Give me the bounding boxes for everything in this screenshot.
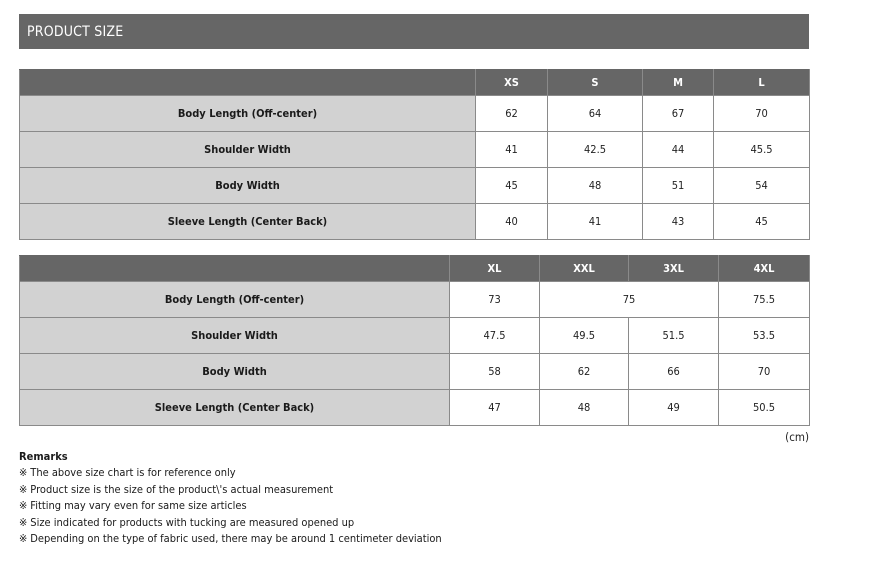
row-label-body-length: Body Length (Off-center) (20, 282, 450, 318)
table-cell: 70 (719, 354, 810, 390)
remark-text: Depending on the type of fabric used, there may be around 1 centimeter deviation (30, 532, 442, 546)
reference-mark-icon: ※ (19, 515, 28, 529)
table-row (20, 318, 810, 354)
table-cell: 41 (548, 204, 643, 240)
remark-text: Product size is the size of the product\'s actual measurement (30, 482, 334, 496)
table-cell: 75.5 (719, 282, 810, 318)
table-cell: 49 (629, 390, 719, 426)
size-table-xl-4xl (19, 255, 810, 426)
remark-item (19, 515, 442, 532)
table-cell: 64 (548, 96, 643, 132)
table-cell: 62 (540, 354, 629, 390)
table-row (20, 96, 810, 132)
size-header-3xl: 3XL (629, 256, 719, 282)
table-row (20, 390, 810, 426)
table-cell: 47.5 (450, 318, 540, 354)
table-cell: 67 (643, 96, 714, 132)
unit-label: (cm) (785, 430, 809, 444)
table-cell: 40 (476, 204, 548, 240)
row-label-shoulder-width: Shoulder Width (20, 318, 450, 354)
remark-item (19, 482, 442, 499)
row-label-sleeve-length: Sleeve Length (Center Back) (20, 204, 476, 240)
header-corner-cell (20, 256, 450, 282)
size-header-xxl: XXL (540, 256, 629, 282)
table-cell: 42.5 (548, 132, 643, 168)
table-cell: 51.5 (629, 318, 719, 354)
remark-item (19, 531, 442, 548)
reference-mark-icon: ※ (19, 532, 28, 546)
table-cell: 49.5 (540, 318, 629, 354)
table-cell: 54 (714, 168, 810, 204)
table-cell: 47 (450, 390, 540, 426)
size-header-xs: XS (476, 70, 548, 96)
table-row (20, 168, 810, 204)
reference-mark-icon: ※ (19, 499, 28, 513)
table-cell: 48 (548, 168, 643, 204)
table-cell: 48 (540, 390, 629, 426)
table-row (20, 354, 810, 390)
size-header-xl: XL (450, 256, 540, 282)
table-row (20, 282, 810, 318)
row-label-body-width: Body Width (20, 168, 476, 204)
remarks-heading: Remarks (19, 450, 68, 463)
table-cell: 73 (450, 282, 540, 318)
size-header-row (20, 70, 810, 96)
remarks-section (19, 448, 442, 548)
table-cell: 45.5 (714, 132, 810, 168)
size-header-row (20, 256, 810, 282)
row-label-body-width: Body Width (20, 354, 450, 390)
remark-item (19, 465, 442, 482)
table-cell: 50.5 (719, 390, 810, 426)
row-label-body-length: Body Length (Off-center) (20, 96, 476, 132)
table-cell-merged: 75 (540, 282, 719, 318)
reference-mark-icon: ※ (19, 482, 28, 496)
table-cell: 45 (476, 168, 548, 204)
remark-item (19, 498, 442, 515)
remark-text: Fitting may vary even for same size articles (30, 499, 247, 513)
size-table-xs-l (19, 69, 810, 240)
table-cell: 53.5 (719, 318, 810, 354)
table-cell: 45 (714, 204, 810, 240)
table-cell: 43 (643, 204, 714, 240)
table-cell: 62 (476, 96, 548, 132)
size-header-4xl: 4XL (719, 256, 810, 282)
header-corner-cell (20, 70, 476, 96)
size-header-s: S (548, 70, 643, 96)
reference-mark-icon: ※ (19, 466, 28, 479)
table-cell: 58 (450, 354, 540, 390)
page-title: PRODUCT SIZE (19, 14, 809, 49)
row-label-shoulder-width: Shoulder Width (20, 132, 476, 168)
remark-text: Size indicated for products with tucking are measured opened up (30, 515, 355, 529)
table-cell: 44 (643, 132, 714, 168)
table-cell: 41 (476, 132, 548, 168)
table-cell: 70 (714, 96, 810, 132)
table-row (20, 204, 810, 240)
row-label-sleeve-length: Sleeve Length (Center Back) (20, 390, 450, 426)
remark-text: The above size chart is for reference only (30, 466, 236, 479)
table-cell: 51 (643, 168, 714, 204)
size-header-l: L (714, 70, 810, 96)
table-row (20, 132, 810, 168)
table-cell: 66 (629, 354, 719, 390)
size-header-m: M (643, 70, 714, 96)
